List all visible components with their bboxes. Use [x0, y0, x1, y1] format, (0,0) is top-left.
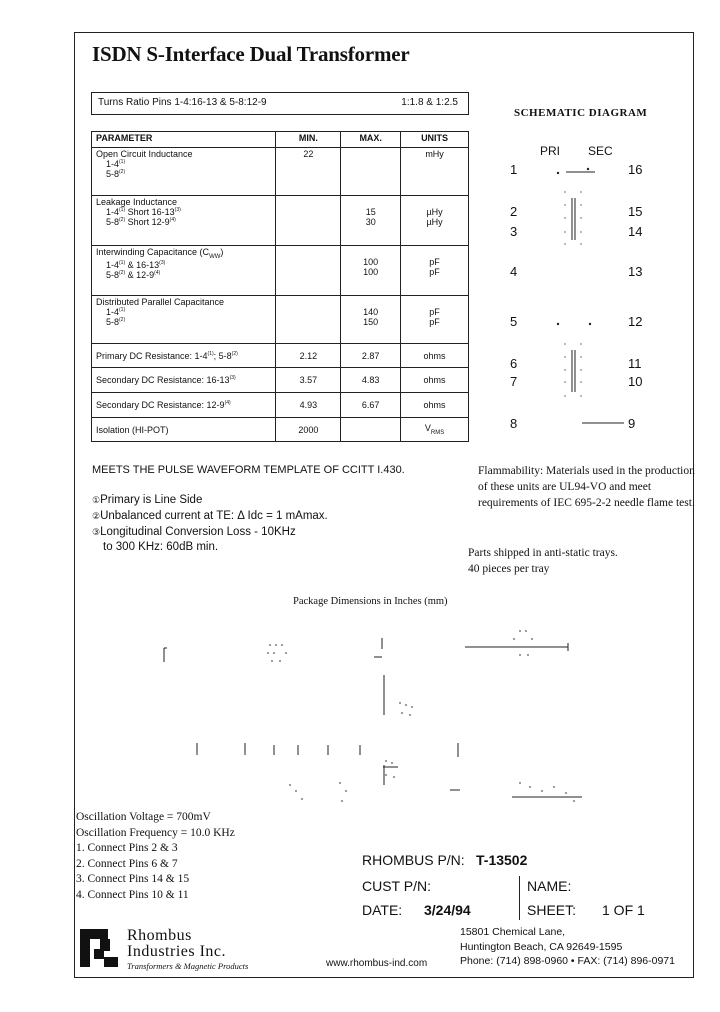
- footnote-ref: (2): [119, 317, 126, 323]
- sheet-label: SHEET:: [527, 902, 577, 918]
- company-name-line2: Industries Inc.: [127, 943, 227, 960]
- footnote-ref: (3): [174, 207, 181, 213]
- units-cell: [401, 196, 469, 246]
- param-label-tail: ; 5-8: [213, 350, 232, 361]
- pin-label-11: 11: [628, 356, 642, 371]
- schematic-diagram: [520, 160, 630, 435]
- max-cell: [341, 418, 401, 442]
- min-cell: [276, 393, 341, 418]
- min-cell: [276, 296, 341, 344]
- name-label: NAME:: [527, 878, 572, 894]
- header-parameter: PARAMETER: [92, 132, 276, 148]
- phone-fax: Phone: (714) 898-0960 • FAX: (714) 896-0971: [460, 955, 675, 967]
- footnote-ref: (2): [231, 350, 238, 357]
- pin-label-14: 14: [628, 224, 643, 239]
- package-drawing: [150, 615, 600, 815]
- max-cell: [341, 196, 401, 246]
- pin-label-2: 2: [510, 204, 518, 219]
- min-cell: [276, 344, 341, 368]
- note-3: [92, 526, 296, 538]
- units-value-2: µHy: [426, 217, 443, 227]
- company-tagline: Transformers & Magnetic Products: [127, 961, 249, 971]
- max-cell: [341, 246, 401, 296]
- max-value-2: 30: [365, 217, 376, 227]
- transformer-lower-symbol: [557, 323, 624, 423]
- param-label: Primary DC Resistance: 1-4: [96, 350, 208, 361]
- note-text: Primary is Line Side: [100, 494, 203, 506]
- pin-label-9: 9: [628, 416, 636, 431]
- footnote-ref: (4): [154, 269, 161, 276]
- table-row: [92, 344, 469, 368]
- address-line1: 15801 Chemical Lane,: [460, 926, 566, 938]
- param-cell: [92, 148, 276, 196]
- pri-label: PRI: [540, 144, 561, 158]
- units-cell: [401, 344, 469, 368]
- param-cell: [92, 418, 276, 442]
- flammability-note: Flammability: Materials used in the production of these units are UL94-VO and meet requirements of IEC 695-2-2 needle flame test.: [478, 465, 695, 509]
- units-cell: [401, 296, 469, 344]
- company-name-line1: Rhombus: [127, 927, 192, 944]
- note-3-continued: to 300 KHz: 60dB min.: [103, 541, 219, 553]
- note-2: [92, 510, 328, 522]
- title-block-divider: [519, 876, 520, 920]
- param-cell: [92, 296, 276, 344]
- note-marker-icon: ①: [92, 495, 101, 505]
- min-value: 3.57: [299, 375, 318, 385]
- param-cell: [92, 246, 276, 296]
- table-row: [92, 296, 469, 344]
- oscillation-frequency: Oscillation Frequency = 10.0 KHz: [76, 826, 235, 839]
- rhombus-logo-icon: [78, 925, 124, 971]
- pin-label-13: 13: [628, 264, 643, 279]
- footnote-ref: (4): [169, 217, 176, 223]
- date-value: 3/24/94: [424, 902, 471, 918]
- units-subscript: RMS: [430, 429, 445, 436]
- table-row: [92, 418, 469, 442]
- footnote-ref: (1): [119, 307, 126, 313]
- units-value: ohms: [423, 400, 446, 410]
- note-marker-icon: ③: [92, 527, 101, 537]
- param-label: Distributed Parallel Capacitance: [96, 297, 225, 307]
- param-cell: [92, 393, 276, 418]
- transformer-upper-symbol: [557, 168, 595, 244]
- header-max: MAX.: [341, 132, 401, 148]
- sheet-value: 1 OF 1: [602, 902, 645, 918]
- param-label-end: ): [220, 247, 224, 257]
- sec-label: SEC: [588, 144, 613, 158]
- param-cell: [92, 196, 276, 246]
- sub-label: 5-8: [106, 217, 120, 227]
- pin-label-12: 12: [628, 314, 643, 329]
- units-value: V: [424, 423, 431, 434]
- max-cell: [341, 393, 401, 418]
- param-label: Leakage Inductance: [96, 197, 178, 207]
- param-label: Secondary DC Resistance: 16-13: [96, 375, 230, 385]
- note-1: [92, 494, 202, 506]
- turns-ratio-box: [91, 92, 469, 115]
- param-label: Interwinding Capacitance (C: [96, 247, 210, 257]
- units-value: ohms: [423, 350, 446, 361]
- max-value: 6.67: [361, 400, 380, 410]
- footnote-ref: (1): [119, 159, 126, 165]
- min-cell: [276, 418, 341, 442]
- min-value: 4.93: [299, 400, 318, 410]
- sub-label: 1-4: [106, 207, 120, 217]
- min-value: 22: [303, 149, 314, 159]
- footnote-ref: (1): [119, 207, 126, 213]
- param-subscript: WW: [209, 253, 221, 260]
- pin-label-3: 3: [510, 224, 518, 239]
- pin-label-7: 7: [510, 374, 518, 389]
- note-text: Unbalanced current at TE: Δ Idc = 1 mAmax.: [100, 510, 328, 522]
- table-row: [92, 368, 469, 393]
- cust-pn-label: CUST P/N:: [362, 878, 431, 894]
- units-value: pF: [429, 257, 440, 267]
- units-cell: [401, 393, 469, 418]
- connect-item: 1. Connect Pins 2 & 3: [76, 842, 178, 854]
- param-label: Secondary DC Resistance: 12-9: [96, 400, 225, 410]
- param-label: Isolation (HI-POT): [96, 424, 169, 435]
- max-value-2: 100: [363, 267, 379, 277]
- min-value: 2.12: [299, 350, 318, 361]
- footnote-ref: (2): [119, 169, 126, 175]
- table-header-row: [92, 132, 469, 148]
- package-dimensions-title: Package Dimensions in Inches (mm): [293, 596, 448, 607]
- sub-label: 5-8: [106, 169, 120, 179]
- rhombus-pn-value: T-13502: [476, 852, 528, 868]
- pin-label-6: 6: [510, 356, 518, 371]
- date-label: DATE:: [362, 902, 403, 918]
- max-cell: [341, 368, 401, 393]
- units-cell: [401, 368, 469, 393]
- header-min: MIN.: [276, 132, 341, 148]
- oscillation-voltage: Oscillation Voltage = 700mV: [76, 811, 211, 823]
- address-line2: Huntington Beach, CA 92649-1595: [460, 940, 623, 953]
- units-value: µHy: [426, 207, 443, 217]
- company-url[interactable]: www.rhombus-ind.com: [326, 958, 428, 969]
- units-cell: [401, 246, 469, 296]
- max-value-2: 150: [363, 317, 379, 327]
- units-value: pF: [429, 307, 440, 317]
- spec-table: [91, 131, 469, 442]
- shipping-note: Parts shipped in anti-static trays. 40 pieces per tray: [468, 547, 618, 575]
- min-cell: [276, 148, 341, 196]
- pin-label-15: 15: [628, 204, 643, 219]
- footnote-ref: (1): [119, 259, 126, 266]
- page-title: ISDN S-Interface Dual Transformer: [92, 42, 410, 66]
- max-cell: [341, 296, 401, 344]
- table-row: [92, 148, 469, 196]
- pin-label-8: 8: [510, 416, 518, 431]
- pin-label-16: 16: [628, 162, 643, 177]
- pin-label-10: 10: [628, 374, 643, 389]
- max-value: 15: [365, 207, 376, 217]
- table-row: [92, 246, 469, 296]
- min-cell: [276, 196, 341, 246]
- sub-label-tail: Short 12-9: [125, 217, 170, 227]
- footnote-ref: (2): [119, 217, 126, 223]
- company-address: [460, 925, 675, 969]
- max-value: 4.83: [361, 375, 380, 385]
- sub-label: 1-4: [106, 159, 120, 169]
- max-value: 140: [363, 307, 379, 317]
- units-cell: [401, 148, 469, 196]
- min-cell: [276, 368, 341, 393]
- units-value-2: pF: [429, 317, 440, 327]
- sub-label: 1-4: [106, 307, 120, 317]
- param-cell: [92, 344, 276, 368]
- table-row: [92, 393, 469, 418]
- max-cell: [341, 344, 401, 368]
- sub-label-tail: & 16-13: [125, 259, 160, 270]
- sub-label-tail: Short 16-13: [125, 207, 175, 217]
- param-label: Open Circuit Inductance: [96, 149, 193, 159]
- turns-ratio-value: 1:1.8 & 1:2.5: [401, 97, 458, 108]
- max-cell: [341, 148, 401, 196]
- units-cell: [401, 418, 469, 442]
- pulse-template-note: MEETS THE PULSE WAVEFORM TEMPLATE OF CCITT I.430.: [92, 464, 405, 476]
- footnote-ref: (3): [159, 259, 166, 266]
- connect-item: 3. Connect Pins 14 & 15: [76, 873, 190, 885]
- header-units: UNITS: [401, 132, 469, 148]
- units-value-2: pF: [429, 267, 440, 277]
- sub-label: 5-8: [106, 317, 120, 327]
- min-value: 2000: [298, 424, 319, 435]
- units-value: mHy: [425, 149, 444, 159]
- note-text: Longitudinal Conversion Loss - 10KHz: [100, 526, 296, 538]
- turns-ratio-label: Turns Ratio Pins 1-4:16-13 & 5-8:12-9: [98, 97, 267, 108]
- note-marker-icon: ②: [92, 511, 101, 521]
- footnote-ref: (1): [207, 350, 214, 357]
- table-row: [92, 196, 469, 246]
- company-name: [127, 928, 226, 960]
- schematic-title: SCHEMATIC DIAGRAM: [514, 107, 648, 119]
- sub-label-tail: & 12-9: [125, 269, 155, 280]
- pin-label-4: 4: [510, 264, 518, 279]
- sub-label: 5-8: [106, 269, 120, 280]
- connect-item: 4. Connect Pins 10 & 11: [76, 888, 189, 901]
- min-cell: [276, 246, 341, 296]
- footnote-ref: (3): [229, 375, 236, 381]
- oscillation-notes: [76, 810, 235, 903]
- rhombus-pn-label: RHOMBUS P/N:: [362, 852, 465, 868]
- footnote-ref: (2): [119, 269, 126, 276]
- units-value: ohms: [423, 375, 446, 385]
- max-value: 100: [363, 257, 379, 267]
- param-cell: [92, 368, 276, 393]
- pin-label-5: 5: [510, 314, 518, 329]
- footnote-ref: (4): [224, 400, 231, 406]
- pin-label-1: 1: [510, 162, 518, 177]
- max-value: 2.87: [361, 350, 380, 361]
- connect-item: 2. Connect Pins 6 & 7: [76, 857, 178, 870]
- sub-label: 1-4: [106, 259, 120, 270]
